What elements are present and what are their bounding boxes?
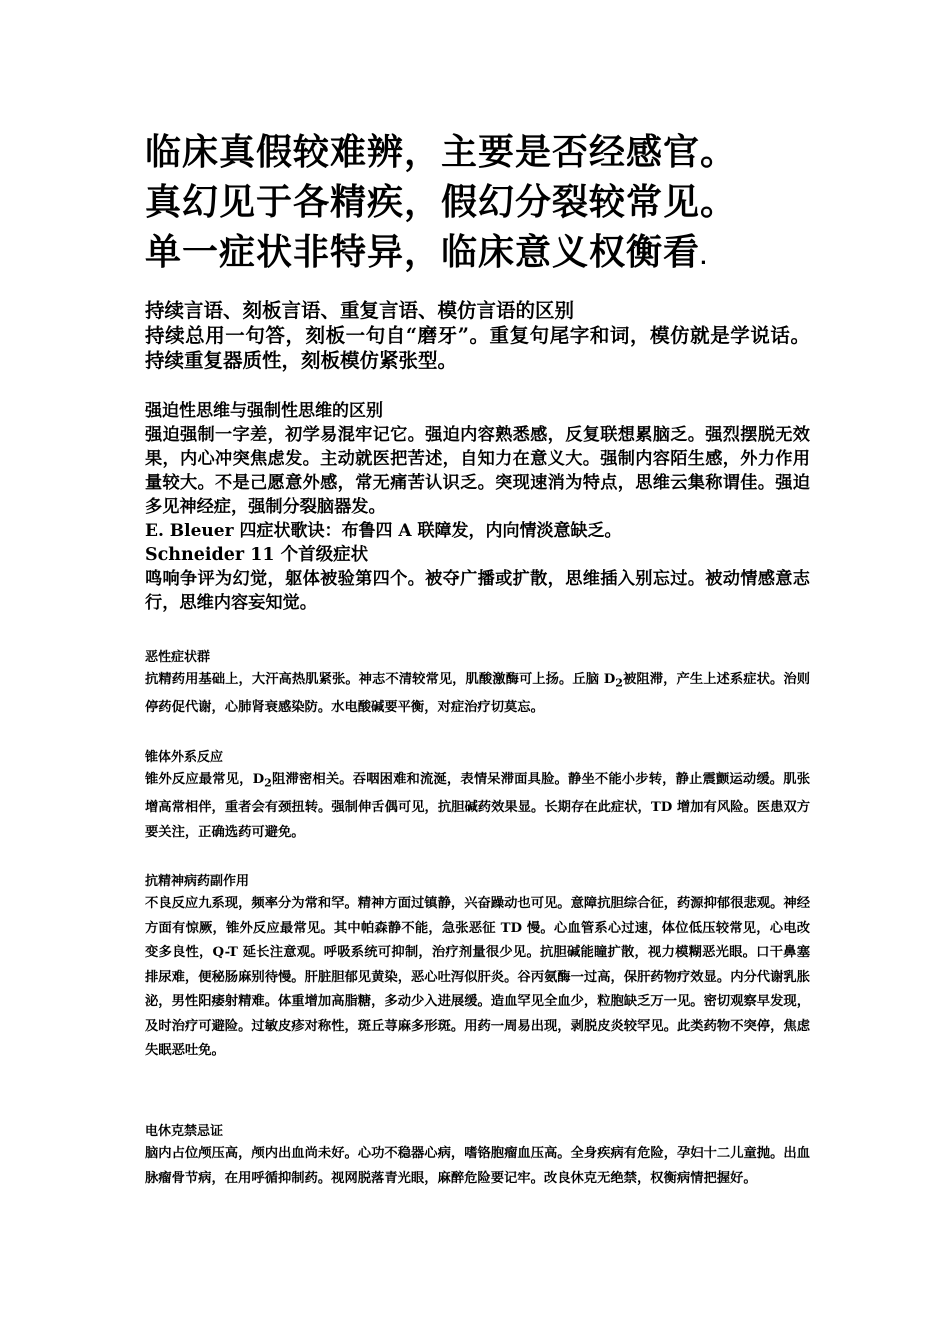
ect-section [145, 1122, 810, 1191]
nms-text-b: 被阻滞，产生上述系症状。治则停药促代谢，心肺肾衰感染防。水电酸碱要平衡，对症治疗切莫忘。 [145, 672, 810, 716]
schneider-heading: Schneider 11 个首级症状 [145, 545, 369, 565]
nms-text [145, 668, 810, 721]
side-effects-section [145, 872, 810, 1064]
title-line-2: 真幻见于各精疾，假幻分裂较常见。 [145, 182, 738, 223]
eps-subscript: 2 [264, 776, 272, 790]
speech-section [145, 298, 810, 373]
obsessive-heading: 强迫性思维与强制性思维的区别 [145, 401, 383, 421]
eps-text-a: 锥外反应最常见，D [145, 772, 265, 787]
speech-text: 持续总用一句答，刻板一句自“磨牙”。重复句尾字和词，模仿就是学说话。持续重复器质性，刻板模仿紧张型。 [145, 324, 810, 372]
schneider-text: 鸣响争评为幻觉，躯体被验第四个。被夺广播或扩散，思维插入别忘过。被动情感意志行，思维内容妄知觉。 [145, 569, 810, 613]
title-line-1: 临床真假较难辨，主要是否经感官。 [145, 132, 738, 173]
mnemonic-title [145, 128, 810, 284]
eps-heading: 锥体外系反应 [145, 750, 224, 765]
speech-heading: 持续言语、刻板言语、重复言语、模仿言语的区别 [145, 299, 575, 322]
ect-text: 脑内占位颅压高，颅内出血尚未好。心功不稳器心病，嗜铬胞瘤血压高。全身疾病有危险，孕妇十二儿童抛。出血脉瘤骨节病，在用呼循抑制药。视网脱落青光眼，麻醉危险要记牢。改良休克无绝禁，权衡病情把握好。 [145, 1146, 810, 1186]
nms-heading: 恶性症状群 [145, 650, 211, 665]
nms-text-a: 抗精药用基础上，大汗高热肌紧张。神志不清较常见，肌酸激酶可上扬。丘脑 D [145, 672, 616, 687]
obsessive-text: 强迫强制一字差，初学易混牢记它。强迫内容熟悉感，反复联想累脑乏。强烈摆脱无效果，内心冲突焦虑发。主动就医把苦述，自知力在意义大。强制内容陌生感，外力作用量较大。不是己愿意外感，常无痛苦认识乏。突现速消为特点，思维云集称谓佳。强迫多见神经症，强制分裂脑器发。 [145, 425, 810, 517]
title-line-3-end: . [700, 248, 708, 269]
obsessive-section [145, 399, 810, 615]
nms-section [145, 648, 810, 721]
eps-text-b: 阻滞密相关。吞咽困难和流涎，表情呆滞面具脸。静坐不能小步转，静止震颤运动缓。肌张增高常相伴，重者会有颈扭转。强制伸舌偶可见，抗胆碱药效果显。长期存在此症状，TD 增加有风险。医患双方要关注，正确选药可避免。 [145, 772, 810, 840]
side-effects-text: 不良反应九系现，频率分为常和罕。精神方面过镇静，兴奋躁动也可见。意障抗胆综合征，药源抑郁很悲观。神经方面有惊厥，锥外反应最常见。其中帕森静不能，急张恶征 TD 慢。心血管系心过速，体位低压较常见，心电改变多良性，Q-T 延长注意观。呼吸系统可抑制，治疗剂量很少见。抗胆碱能瞳扩散，视力模糊恶光眼。口干鼻塞排尿难，便秘肠麻别待慢。肝脏胆郁见黄染，恶心吐泻似肝炎。谷丙氨酶一过高，保肝药物疗效显。内分代谢乳胀泌，男性阳痿射精难。体重增加高脂糖，多动少入进展缓。造血罕见全血少，粒胞缺乏万一见。密切观察早发现，及时治疗可避险。过敏皮疹对称性，斑丘荨麻多形斑。用药一周易出现，剥脱皮炎较罕见。此类药物不突停，焦虑失眠恶吐免。 [145, 896, 810, 1058]
ect-heading: 电休克禁忌证 [145, 1124, 224, 1139]
eps-text [145, 768, 810, 845]
nms-subscript: 2 [615, 676, 624, 690]
title-line-3-text: 单一症状非特异，临床意义权衡看 [145, 232, 701, 273]
eps-section [145, 748, 810, 845]
side-effects-heading: 抗精神病药副作用 [145, 874, 250, 889]
title-line-3 [145, 228, 810, 284]
bleuer-mnemonic: E. Bleuer 四症状歌诀：布鲁四 A 联障发，内向情淡意缺乏。 [145, 521, 622, 541]
